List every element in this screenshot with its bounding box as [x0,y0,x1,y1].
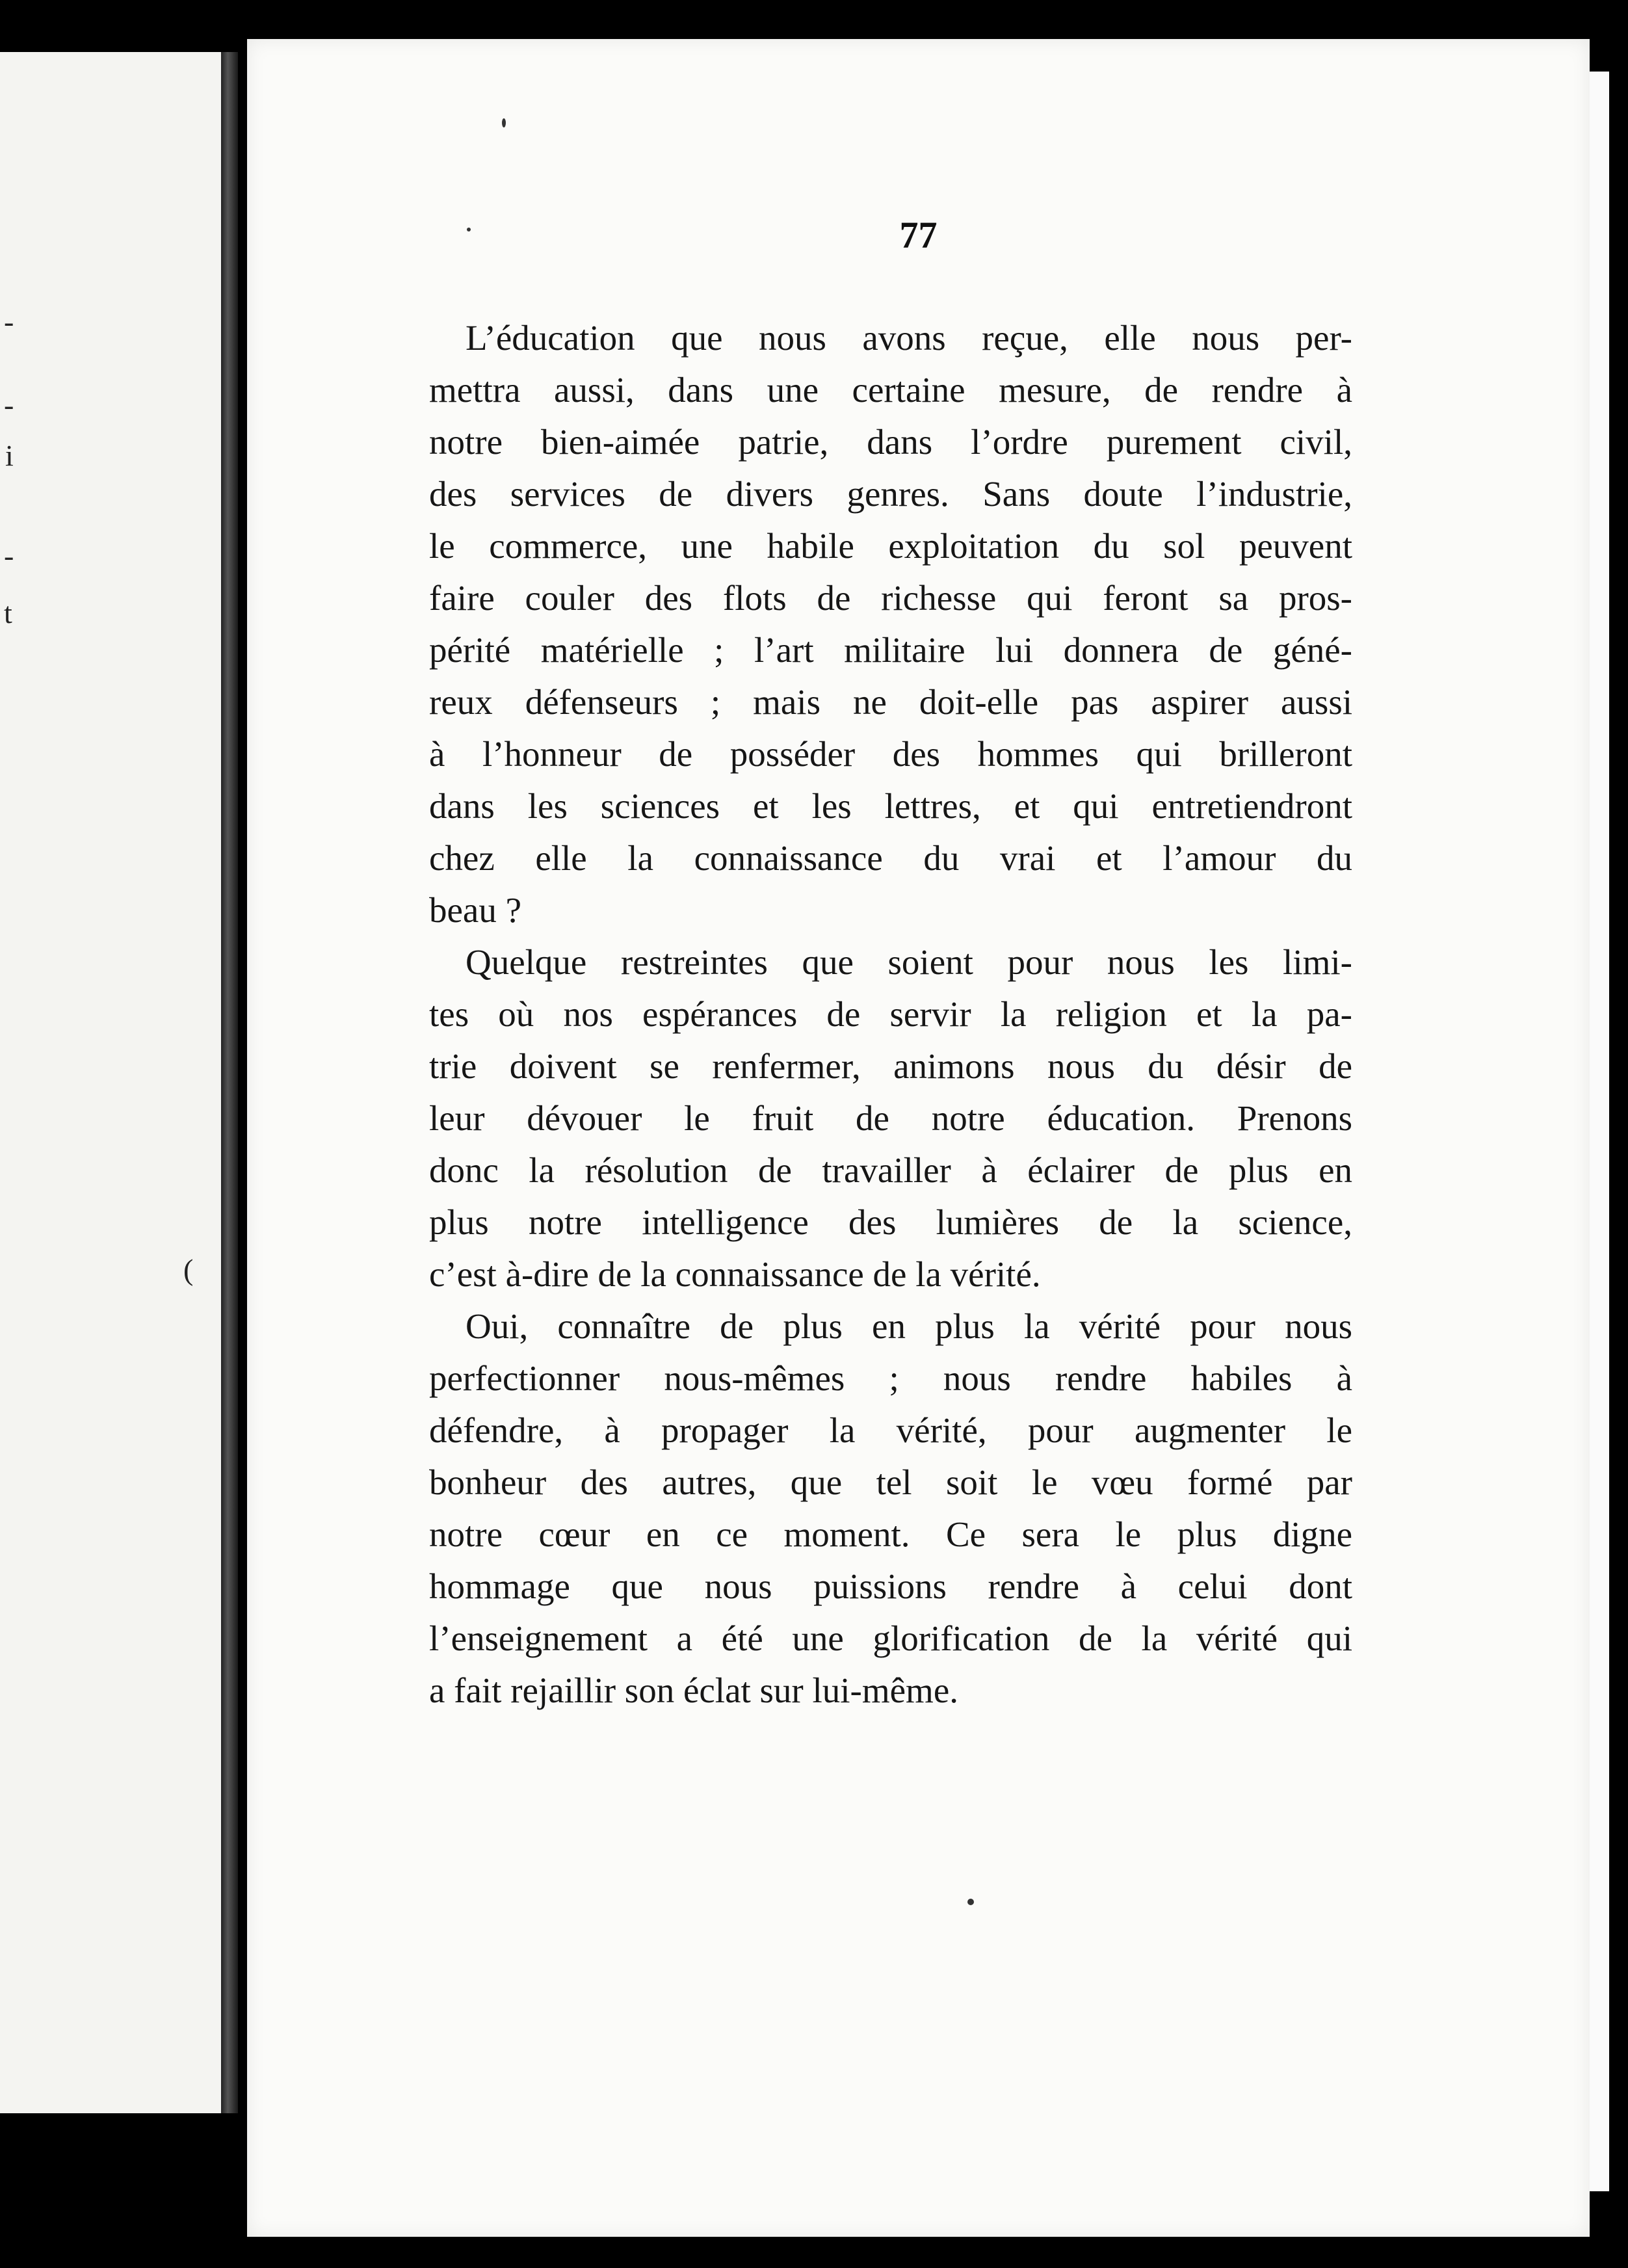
text-line: défendre, à propager la vérité, pour augmenter le [429,1410,1352,1450]
left-page-fragment: ( [183,1253,194,1286]
left-page-fragment: i [5,439,14,472]
text-line: l’enseignement a été une glorification de la vérité qui [429,1618,1352,1658]
text-line: le commerce, une habile exploitation du sol peuvent [429,526,1352,566]
text-line: a fait rejaillir son éclat sur lui-même. [429,1670,958,1710]
left-page-fragment: t [4,596,12,629]
paragraph [429,1300,1352,1717]
text-line: tes où nos espérances de servir la religion et la pa- [429,994,1352,1034]
text-line: reux défenseurs ; mais ne doit-elle pas aspirer aussi [429,682,1352,722]
text-line: faire couler des flots de richesse qui feront sa pros- [429,578,1352,618]
text-line: Quelque restreintes que soient pour nous les limi- [466,942,1352,982]
text-line: L’éducation que nous avons reçue, elle nous per- [466,318,1352,358]
paper-speck [467,228,471,231]
text-line: c’est à-dire de la connaissance de la vérité. [429,1254,1041,1294]
paper-speck [502,118,506,127]
paper-speck [967,1899,974,1905]
paragraph [429,936,1352,1300]
left-facing-page [0,52,221,2113]
text-line: leur dévouer le fruit de notre éducation. Prenons [429,1098,1352,1138]
text-line: hommage que nous puissions rendre à celui dont [429,1566,1352,1606]
page-number: 77 [899,214,938,256]
book-page [247,39,1590,2237]
text-line: beau ? [429,890,521,930]
text-line: périté matérielle ; l’art militaire lui donnera de géné- [429,630,1352,670]
text-line: bonheur des autres, que tel soit le vœu formé par [429,1462,1352,1502]
page-edge [1590,72,1609,2191]
text-line: dans les sciences et les lettres, et qui entretiendront [429,786,1352,826]
text-line: trie doivent se renfermer, animons nous du désir de [429,1046,1352,1086]
left-page-fragment: - [4,539,14,572]
left-page-fragment: - [4,388,14,421]
left-page-fragment: - [4,305,14,338]
text-line: à l’honneur de posséder des hommes qui brilleront [429,734,1352,774]
text-line: perfectionner nous-mêmes ; nous rendre habiles à [429,1358,1352,1398]
text-line: Oui, connaître de plus en plus la vérité pour nous [466,1306,1352,1346]
text-line: plus notre intelligence des lumières de la science, [429,1202,1352,1242]
page-text [429,312,1352,1717]
paragraph [429,312,1352,936]
text-line: donc la résolution de travailler à éclairer de plus en [429,1150,1352,1190]
text-line: notre bien-aimée patrie, dans l’ordre purement civil, [429,422,1352,462]
text-line: mettra aussi, dans une certaine mesure, de rendre à [429,370,1352,410]
text-line: chez elle la connaissance du vrai et l’amour du [429,838,1352,878]
text-line: notre cœur en ce moment. Ce sera le plus digne [429,1514,1352,1554]
text-line: des services de divers genres. Sans doute l’industrie, [429,474,1352,514]
book-gutter [221,52,238,2113]
